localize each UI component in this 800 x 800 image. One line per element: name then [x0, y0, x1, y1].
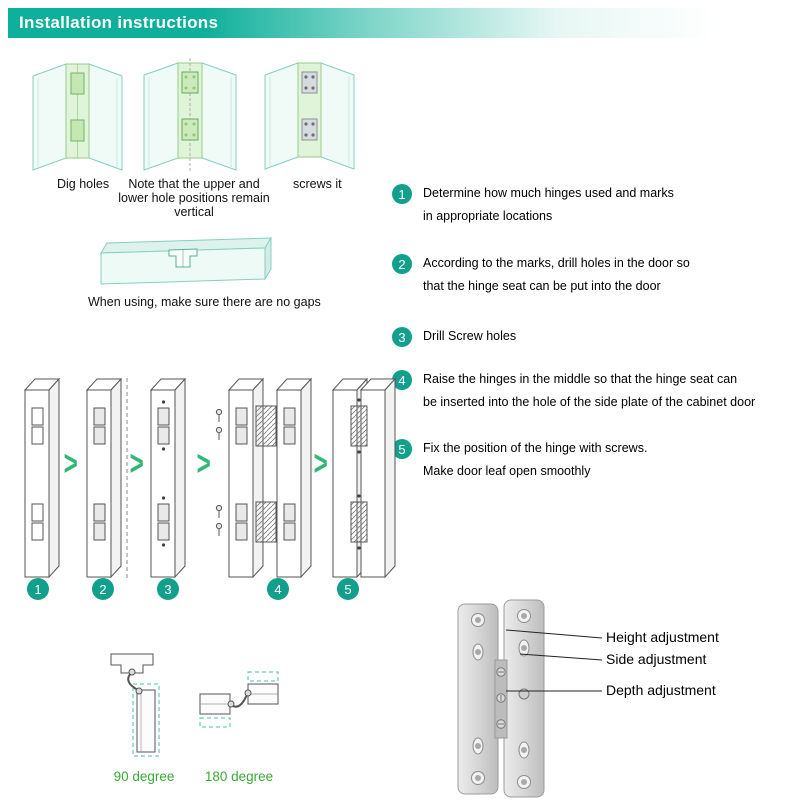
diagram-hole-alignment — [140, 58, 240, 173]
one-eighty-degree-illustration — [196, 660, 282, 752]
sequence-step-1-panel — [22, 376, 64, 581]
instruction-text — [423, 437, 647, 483]
screws-it-illustration — [262, 58, 357, 171]
step-number-badge: 3 — [392, 327, 412, 347]
page-title: Installation instructions — [19, 13, 219, 32]
sequence-step-5-panels — [330, 376, 396, 581]
label-height-adjustment: Height adjustment — [606, 629, 719, 645]
instruction-5-line2: Make door leaf open smoothly — [423, 464, 591, 478]
instruction-text — [423, 368, 755, 414]
hole-alignment-illustration — [140, 58, 240, 173]
instruction-item-2 — [392, 252, 690, 298]
sequence-number-2: 2 — [92, 578, 114, 600]
next-step-arrow-icon: > — [63, 442, 78, 483]
caption-hole-alignment — [110, 177, 278, 219]
caption-dig-holes: Dig holes — [57, 177, 110, 191]
sequence-number-4: 4 — [267, 578, 289, 600]
panel-marked-illustration — [22, 376, 64, 581]
sequence-number-1: 1 — [27, 578, 49, 600]
next-step-arrow-icon: > — [313, 442, 328, 483]
step-number-badge: 1 — [392, 184, 412, 204]
instruction-2-line2: that the hinge seat can be put into the door — [423, 279, 661, 293]
diagram-screws-it — [262, 58, 357, 171]
instruction-4-line1: Raise the hinges in the middle so that the hinge seat can — [423, 372, 738, 386]
instruction-1-line2: in appropriate locations — [423, 209, 553, 223]
step-number-badge: 2 — [392, 254, 412, 274]
label-depth-adjustment: Depth adjustment — [606, 682, 716, 698]
sequence-step-2-panel — [84, 376, 130, 581]
label-side-adjustment: Side adjustment — [606, 651, 707, 667]
next-step-arrow-icon: > — [129, 442, 144, 483]
sequence-step-4-panels — [212, 376, 316, 581]
diagram-dig-holes — [30, 60, 125, 172]
panel-screw-holes-illustration — [148, 376, 190, 581]
hinge-fixed-illustration — [330, 376, 396, 581]
instruction-2-line1: According to the marks, drill holes in the door so — [423, 256, 690, 270]
dig-holes-illustration — [30, 60, 125, 172]
instruction-text — [423, 325, 516, 348]
step-number-badge: 5 — [392, 439, 412, 459]
sequence-step-3-panel — [148, 376, 190, 581]
instruction-item-4 — [392, 368, 755, 414]
diagram-no-gaps — [93, 237, 275, 292]
caption-hole-alignment-line1: Note that the upper and — [128, 177, 260, 191]
label-90-degree: 90 degree — [113, 769, 175, 784]
diagram-180-degree — [196, 660, 282, 752]
instruction-text — [423, 182, 674, 228]
step-number-badge: 4 — [392, 370, 412, 390]
hinge-insert-illustration — [212, 376, 316, 581]
instruction-item-5 — [392, 437, 647, 483]
diagram-90-degree — [103, 648, 188, 766]
instruction-text — [423, 252, 690, 298]
next-step-arrow-icon: > — [196, 442, 211, 483]
label-180-degree: 180 degree — [204, 769, 274, 784]
instruction-item-1 — [392, 182, 674, 228]
caption-hole-alignment-line2: lower hole positions remain vertical — [118, 191, 270, 219]
instruction-4-line2: be inserted into the hole of the side plate of the cabinet door — [423, 395, 756, 409]
sequence-number-5: 5 — [337, 578, 359, 600]
sequence-number-3: 3 — [157, 578, 179, 600]
header-banner — [8, 8, 794, 38]
instruction-5-line1: Fix the position of the hinge with screws. — [423, 441, 648, 455]
no-gaps-illustration — [93, 237, 275, 292]
caption-screws-it: screws it — [293, 177, 342, 191]
caption-no-gaps: When using, make sure there are no gaps — [88, 295, 321, 309]
ninety-degree-illustration — [103, 648, 188, 766]
instruction-1-line1: Determine how much hinges used and marks — [423, 186, 674, 200]
instruction-item-3 — [392, 325, 516, 348]
panel-drilled-illustration — [84, 376, 130, 581]
instruction-3-line1: Drill Screw holes — [423, 329, 517, 343]
